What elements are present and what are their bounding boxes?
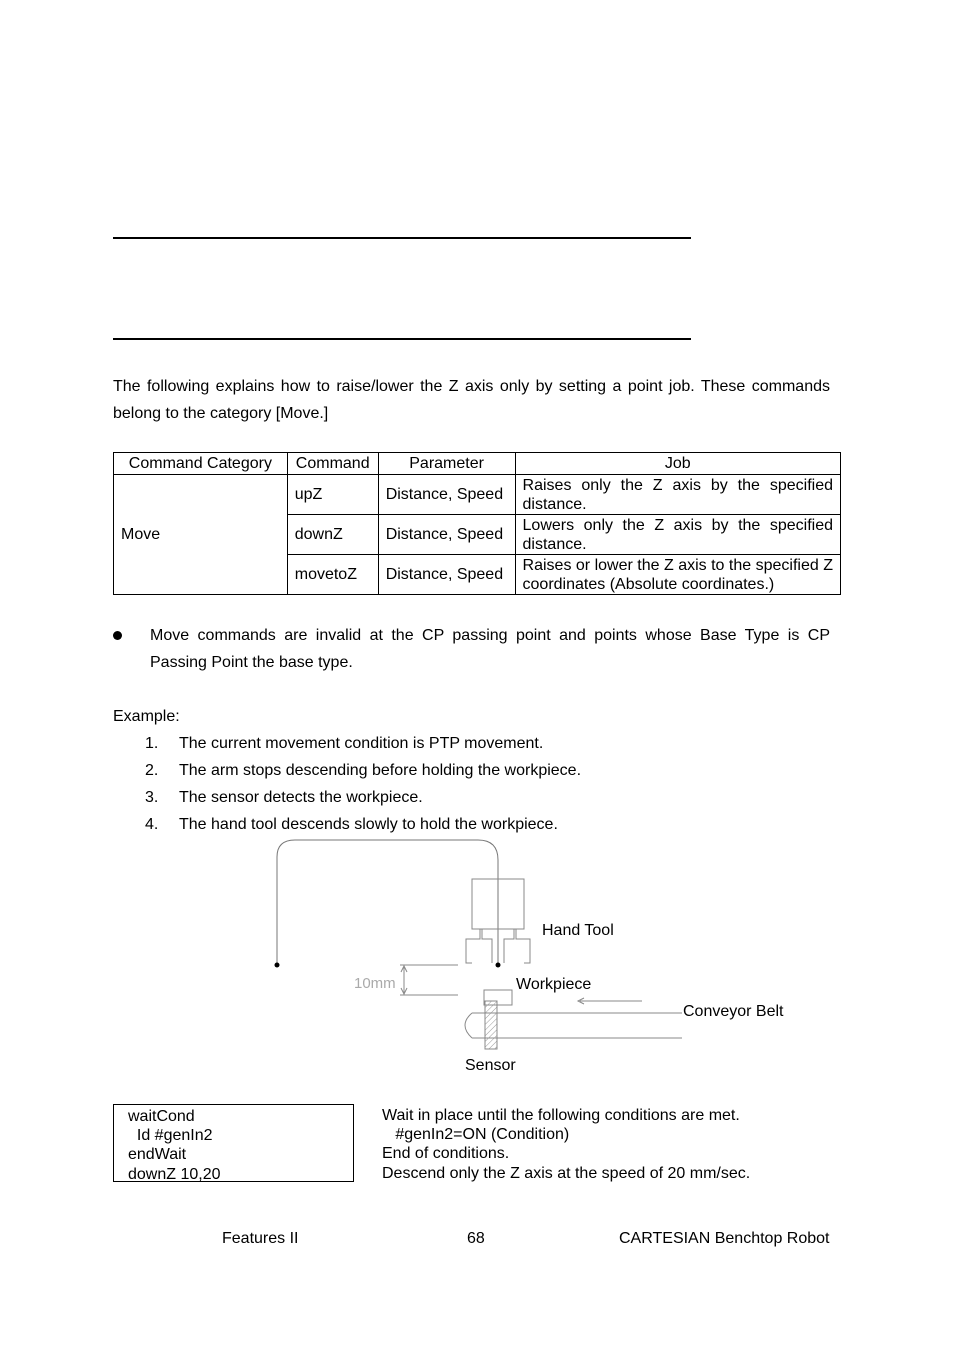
header-command: Command: [287, 453, 378, 475]
command-cell: downZ: [287, 515, 378, 555]
command-table: [113, 452, 841, 595]
job-cell: Raises or lower the Z axis to the specified Z coordinates (Absolute coordinates.): [515, 555, 840, 595]
sensor-label: Sensor: [465, 1057, 516, 1074]
code-line: waitCond: [128, 1108, 195, 1125]
parameter-cell: Distance, Speed: [378, 515, 515, 555]
code-line: endWait: [128, 1146, 187, 1164]
explanation-line: #genIn2=ON (Condition): [382, 1126, 570, 1144]
code-box: [113, 1104, 354, 1182]
table-row: [114, 475, 841, 515]
example-steps: [145, 730, 581, 838]
category-cell: Move: [114, 475, 288, 595]
distance-marker: [400, 965, 458, 995]
list-item: 4. The hand tool descends slowly to hold the workpiece.: [145, 816, 558, 833]
list-item: 2. The arm stops descending before holding the workpiece.: [145, 762, 582, 779]
bullet-text: Move commands are invalid at the CP passing point and points whose Base Type is CP Passing Point the base type.: [150, 627, 830, 671]
header-command-category: Command Category: [114, 453, 288, 475]
conveyor-belt-icon: [465, 998, 682, 1038]
top-rule: [113, 237, 691, 239]
job-cell: Raises only the Z axis by the specified distance.: [515, 475, 840, 515]
table-header-row: [114, 453, 841, 475]
header-parameter: Parameter: [378, 453, 515, 475]
bottom-rule: [113, 338, 691, 340]
bullet-note: [113, 622, 830, 676]
footer-page-number: 68: [467, 1230, 485, 1247]
conveyor-belt-label: Conveyor Belt: [683, 1003, 784, 1020]
command-cell: movetoZ: [287, 555, 378, 595]
robot-diagram: [250, 835, 810, 1085]
distance-label: 10mm: [354, 975, 396, 992]
code-line: downZ 10,20: [128, 1165, 221, 1183]
footer-title: CARTESIAN Benchtop Robot: [619, 1230, 830, 1247]
bullet-icon: [113, 631, 122, 640]
parameter-cell: Distance, Speed: [378, 475, 515, 515]
code-line: Id #genIn2: [128, 1127, 213, 1145]
explanation-line: End of conditions.: [382, 1145, 510, 1163]
sensor-icon: [485, 1001, 497, 1049]
explanation-line: Wait in place until the following conditions are met.: [382, 1107, 740, 1124]
parameter-cell: Distance, Speed: [378, 555, 515, 595]
end-point-icon: [496, 963, 501, 968]
workpiece-label: Workpiece: [516, 976, 592, 993]
list-item: 3. The sensor detects the workpiece.: [145, 789, 423, 806]
explanation-line: Descend only the Z axis at the speed of 20 mm/sec.: [382, 1164, 751, 1182]
header-job: Job: [515, 453, 840, 475]
intro-paragraph: The following explains how to raise/lower the Z axis only by setting a point job. These commands belong to the category [Move.]: [113, 378, 830, 422]
list-item: 1. The current movement condition is PTP movement.: [145, 735, 544, 752]
example-label: Example:: [113, 708, 180, 725]
hand-tool-label: Hand Tool: [542, 922, 614, 939]
start-point-icon: [275, 963, 280, 968]
command-cell: upZ: [287, 475, 378, 515]
job-cell: Lowers only the Z axis by the specified distance.: [515, 515, 840, 555]
footer-section: Features II: [222, 1230, 299, 1247]
code-explanations: [382, 1106, 750, 1183]
movement-path: [277, 840, 498, 965]
